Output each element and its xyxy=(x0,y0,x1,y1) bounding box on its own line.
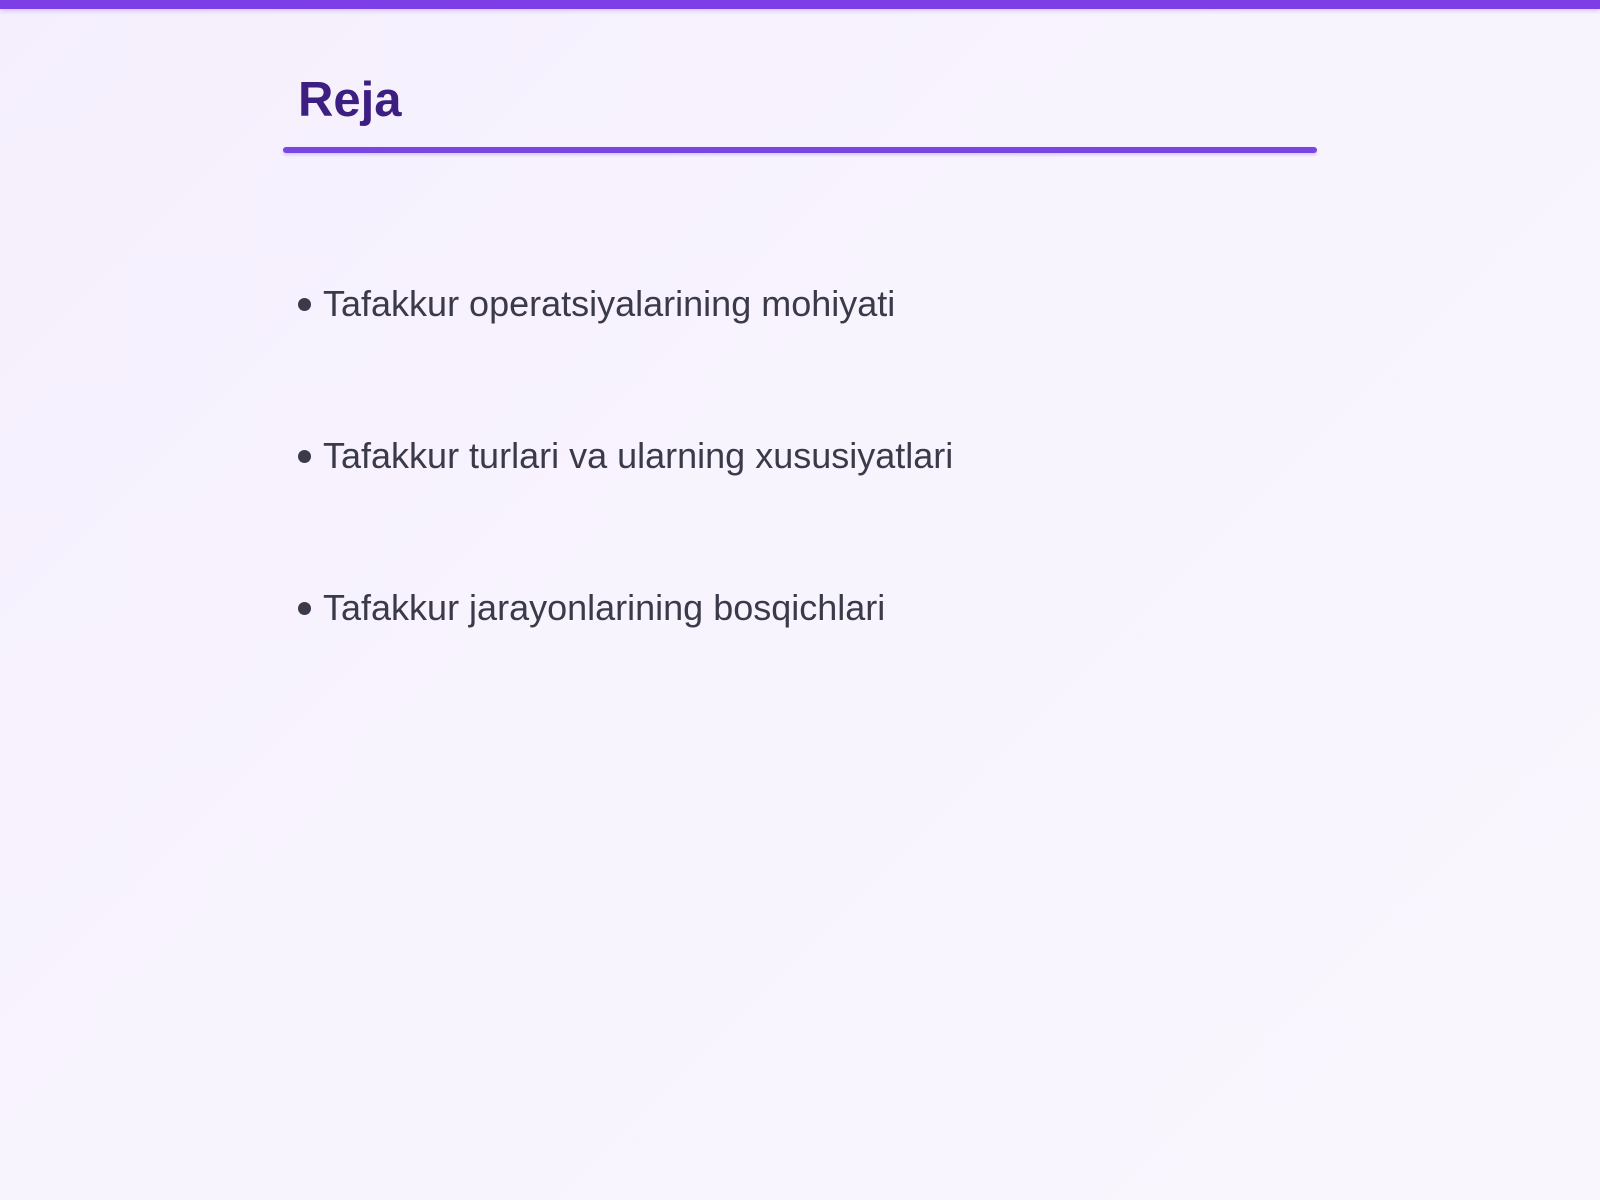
list-item-text: Tafakkur turlari va ularning xususiyatlari xyxy=(323,435,954,476)
title-underline xyxy=(283,147,1317,153)
list-item xyxy=(298,584,885,632)
slide-title: Reja xyxy=(298,73,402,127)
list-item-text: Tafakkur jarayonlarining bosqichlari xyxy=(323,587,886,628)
bullet-icon xyxy=(298,602,311,615)
bullet-icon xyxy=(298,450,311,463)
list-item-text: Tafakkur operatsiyalarining mohiyati xyxy=(323,283,896,324)
bullet-icon xyxy=(298,298,311,311)
list-item xyxy=(298,432,953,480)
list-item xyxy=(298,280,895,328)
top-accent-bar xyxy=(0,0,1600,9)
